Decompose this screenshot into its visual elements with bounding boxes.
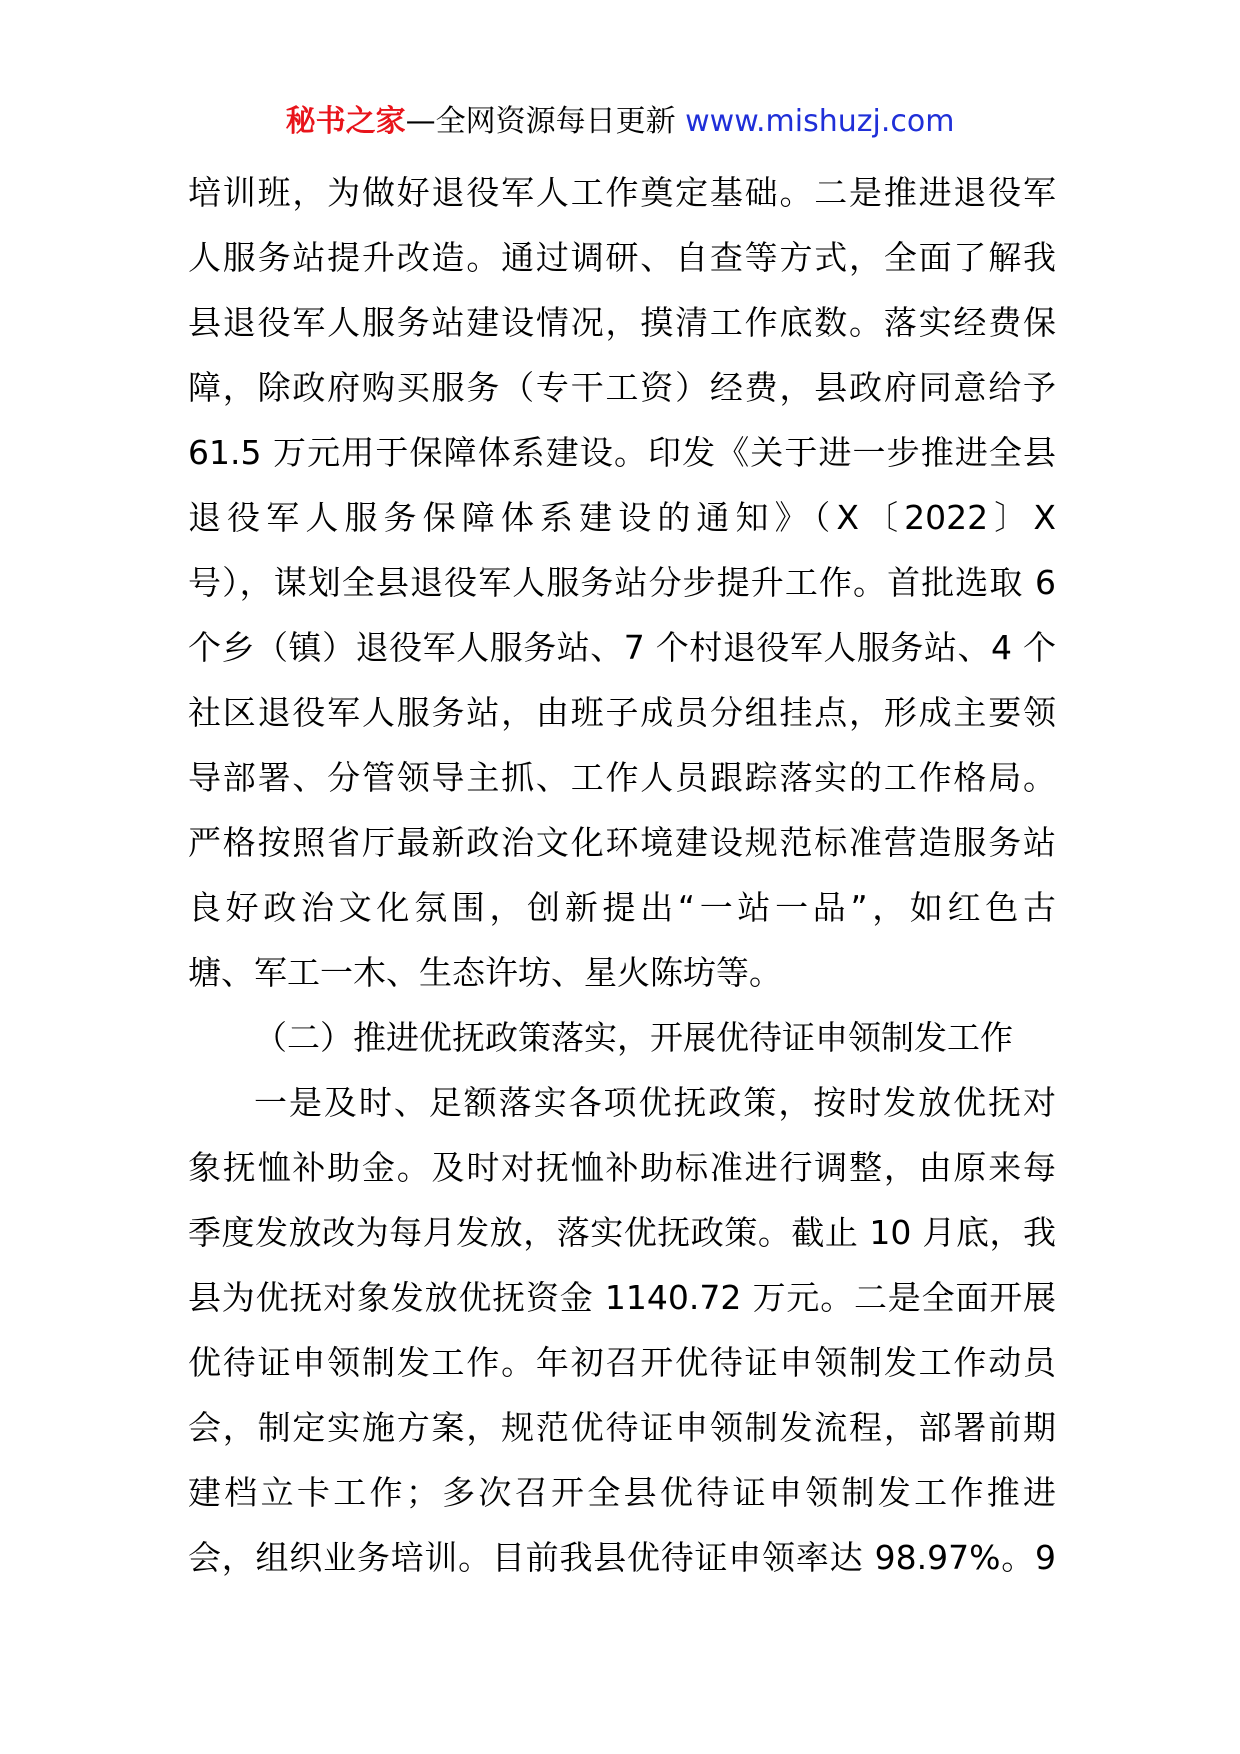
page-header bbox=[0, 100, 1240, 144]
text-line: 社区退役军人服务站，由班子成员分组挂点，形成主要领 bbox=[188, 693, 1056, 732]
text-line: 县退役军人服务站建设情况，摸清工作底数。落实经费保 bbox=[188, 303, 1056, 342]
text-line: 号），谋划全县退役军人服务站分步提升工作。首批选取 6 bbox=[188, 563, 1056, 602]
paragraph-end-line: 塘、军工一木、生态许坊、星火陈坊等。 bbox=[188, 953, 782, 992]
text-line: 象抚恤补助金。及时对抚恤补助标准进行调整，由原来每 bbox=[188, 1148, 1056, 1187]
section-heading: （二）推进优抚政策落实，开展优待证申领制发工作 bbox=[254, 1018, 1013, 1057]
site-url-link[interactable]: www.mishuzj.com bbox=[685, 104, 955, 139]
text-line: 良好政治文化氛围，创新提出“一站一品”，如红色古 bbox=[188, 888, 1056, 927]
brand-name: 秘书之家 bbox=[285, 104, 406, 139]
text-line: 个乡（镇）退役军人服务站、7 个村退役军人服务站、4 个 bbox=[188, 628, 1056, 667]
text-line: 建档立卡工作；多次召开全县优待证申领制发工作推进 bbox=[188, 1473, 1056, 1512]
text-line: 会，制定实施方案，规范优待证申领制发流程，部署前期 bbox=[188, 1408, 1056, 1447]
text-line: 季度发放改为每月发放，落实优抚政策。截止 10 月底，我 bbox=[188, 1213, 1056, 1252]
text-line: 会，组织业务培训。目前我县优待证申领率达 98.97%。9 bbox=[188, 1538, 1056, 1577]
text-line: 严格按照省厅最新政治文化环境建设规范标准营造服务站 bbox=[188, 823, 1056, 862]
header-tagline: —全网资源每日更新 bbox=[405, 104, 676, 139]
text-line: 退役军人服务保障体系建设的通知》（X〔2022〕X bbox=[188, 498, 1056, 537]
paragraph-first-line: 一是及时、足额落实各项优抚政策，按时发放优抚对 bbox=[254, 1083, 1056, 1122]
text-line: 61.5 万元用于保障体系建设。印发《关于进一步推进全县 bbox=[188, 433, 1056, 472]
text-line: 导部署、分管领导主抓、工作人员跟踪落实的工作格局。 bbox=[188, 758, 1056, 797]
text-line: 优待证申领制发工作。年初召开优待证申领制发工作动员 bbox=[188, 1343, 1056, 1382]
text-line: 障，除政府购买服务（专干工资）经费，县政府同意给予 bbox=[188, 368, 1056, 407]
text-line: 人服务站提升改造。通过调研、自查等方式，全面了解我 bbox=[188, 238, 1056, 277]
text-line: 培训班，为做好退役军人工作奠定基础。二是推进退役军 bbox=[188, 173, 1056, 212]
text-line: 县为优抚对象发放优抚资金 1140.72 万元。二是全面开展 bbox=[188, 1278, 1056, 1317]
document-body bbox=[188, 160, 1056, 1590]
